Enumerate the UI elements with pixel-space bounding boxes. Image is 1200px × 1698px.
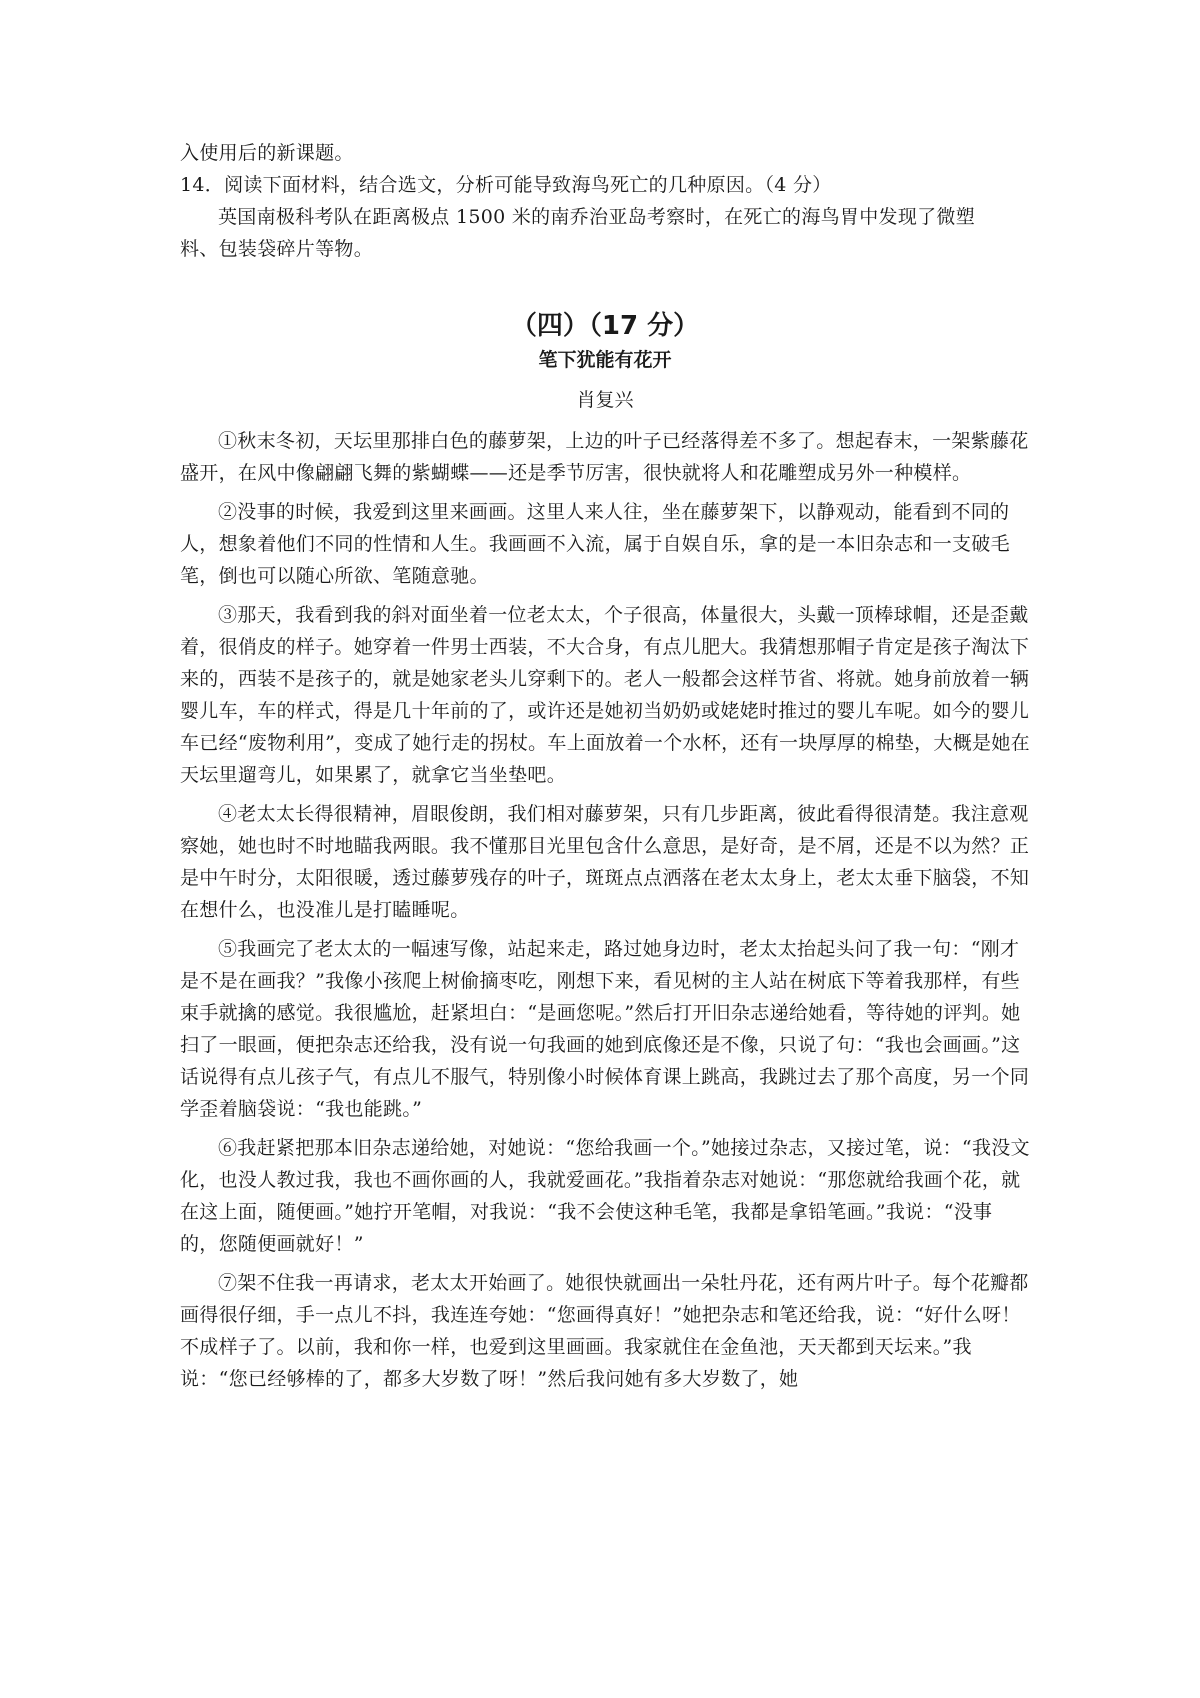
- article-body: [180, 425, 1030, 1402]
- material-line-1: 英国南极科考队在距离极点 1500 米的南乔治亚岛考察时，在死亡的海鸟胃中发现了微塑: [218, 206, 976, 228]
- paragraph-5: ⑤我画完了老太太的一幅速写像，站起来走，路过她身边时，老太太抬起头问了我一句：“刚才是不是在画我？”我像小孩爬上树偷摘枣吃，刚想下来，看见树的主人站在树底下等着我那样，有些束手就擒的感觉。我很尴尬，赶紧坦白：“是画您呢。”然后打开旧杂志递给她看，等待她的评判。她扫了一眼画，便把杂志还给我，没有说一句我画的她到底像还是不像，只说了句：“我也会画画。”这话说得有点儿孩子气，有点儿不服气，特别像小时候体育课上跳高，我跳过去了那个高度，另一个同学歪着脑袋说：“我也能跳。”: [180, 938, 1030, 1120]
- paragraph-3: ③那天，我看到我的斜对面坐着一位老太太，个子很高，体量很大，头戴一顶棒球帽，还是歪戴着，很俏皮的样子。她穿着一件男士西装，不大合身，有点儿肥大。我猜想那帽子肯定是孩子淘汰下来的，西装不是孩子的，就是她家老头儿穿剩下的。老人一般都会这样节省、将就。她身前放着一辆婴儿车，车的样式，得是几十年前的了，或许还是她初当奶奶或姥姥时推过的婴儿车呢。如今的婴儿车已经“废物利用”，变成了她行走的拐杖。车上面放着一个水杯，还有一块厚厚的棉垫，大概是她在天坛里遛弯儿，如果累了，就拿它当坐垫吧。: [180, 604, 1030, 786]
- article-title: 笔下犹能有花开: [538, 349, 672, 371]
- article-author: 肖复兴: [576, 389, 634, 411]
- section-heading: （四）（17 分）: [510, 311, 700, 341]
- paragraph-7: ⑦架不住我一再请求，老太太开始画了。她很快就画出一朵牡丹花，还有两片叶子。每个花瓣都画得很仔细，手一点儿不抖，我连连夸她：“您画得真好！”她把杂志和笔还给我，说：“好什么呀！不成样子了。以前，我和你一样，也爱到这里画画。我家就住在金鱼池，天天都到天坛来。”我说：“您已经够棒的了，都多大岁数了呀！”然后我问她有多大岁数了，她: [180, 1272, 1029, 1390]
- paragraph-6: ⑥我赶紧把那本旧杂志递给她，对她说：“您给我画一个。”她接过杂志，又接过笔，说：“我没文化，也没人教过我，我也不画你画的人，我就爱画花。”我指着杂志对她说：“那您就给我画个花，就在这上面，随便画。”她拧开笔帽，对我说：“我不会使这种毛笔，我都是拿铅笔画。”我说：“没事的，您随便画就好！”: [180, 1137, 1030, 1255]
- question-section: [180, 137, 1030, 265]
- material-line-2: 料、包装袋碎片等物。: [180, 238, 374, 260]
- paragraph-4: ④老太太长得很精神，眉眼俊朗，我们相对藤萝架，只有几步距离，彼此看得很清楚。我注意观察她，她也时不时地瞄我两眼。我不懂那目光里包含什么意思，是好奇，是不屑，还是不以为然？正是中午时分，太阳很暖，透过藤萝残存的叶子，斑斑点点洒落在老太太身上，老太太垂下脑袋，不知在想什么，也没准儿是打瞌睡呢。: [180, 803, 1030, 921]
- question-14: 14．阅读下面材料，结合选文，分析可能导致海鸟死亡的几种原因。（4 分）: [180, 174, 832, 196]
- paragraph-1: ①秋末冬初，天坛里那排白色的藤萝架，上边的叶子已经落得差不多了。想起春末，一架紫藤花盛开，在风中像翩翩飞舞的紫蝴蝶——还是季节厉害，很快就将人和花雕塑成另外一种模样。: [180, 430, 1029, 484]
- continuation-text: 入使用后的新课题。: [180, 142, 354, 164]
- paragraph-2: ②没事的时候，我爱到这里来画画。这里人来人往，坐在藤萝架下，以静观动，能看到不同的人，想象着他们不同的性情和人生。我画画不入流，属于自娱自乐，拿的是一本旧杂志和一支破毛笔，倒也可以随心所欲、笔随意驰。: [180, 501, 1010, 587]
